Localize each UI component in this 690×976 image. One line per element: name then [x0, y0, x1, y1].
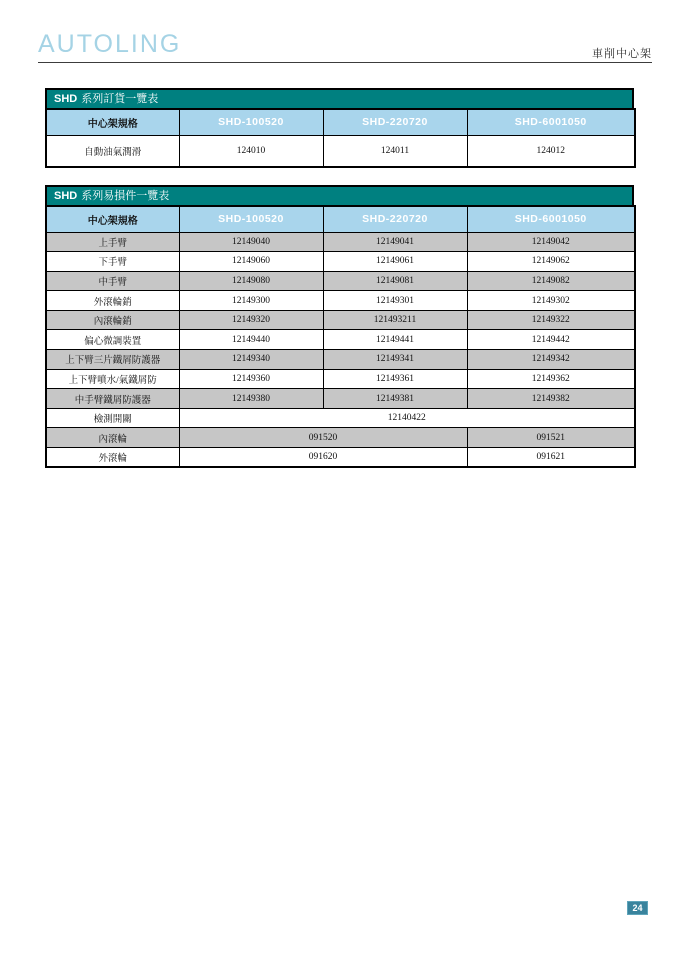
part-number-cell: 12149040 — [179, 232, 323, 252]
wear-parts-table-section — [45, 185, 634, 468]
row-label-cell: 外滾輪 — [46, 448, 179, 468]
table-row — [46, 389, 635, 409]
part-number-cell: 12149080 — [179, 271, 323, 291]
model-header-cell: SHD-6001050 — [467, 109, 635, 135]
part-number-cell: 12149442 — [467, 330, 635, 350]
model-header-cell: SHD-220720 — [323, 109, 467, 135]
part-number-cell: 091521 — [467, 428, 635, 448]
part-number-cell: 12149340 — [179, 350, 323, 370]
part-number-cell: 12149062 — [467, 252, 635, 272]
row-label-cell: 內滾輪銷 — [46, 310, 179, 330]
part-number-cell: 12149320 — [179, 310, 323, 330]
row-label-cell: 檢測開關 — [46, 408, 179, 428]
brand-logo: AUTOLING — [38, 30, 182, 58]
row-label-cell: 上手臂 — [46, 232, 179, 252]
part-number-cell: 12149042 — [467, 232, 635, 252]
order-table-title — [45, 88, 634, 108]
part-number-cell: 12149380 — [179, 389, 323, 409]
table-title-text: 系列易損件一覽表 — [81, 190, 170, 202]
table-row — [46, 369, 635, 389]
part-number-cell: 12149081 — [323, 271, 467, 291]
table-title-series: SHD — [54, 190, 78, 202]
header-divider — [38, 62, 652, 63]
model-header-cell: SHD-100520 — [179, 206, 323, 232]
table-title-text: 系列訂貨一覽表 — [81, 93, 159, 105]
table-row — [46, 448, 635, 468]
part-number-cell: 12149362 — [467, 369, 635, 389]
spec-header-cell: 中心架規格 — [46, 109, 179, 135]
table-header-row — [46, 206, 635, 232]
part-number-cell: 12149440 — [179, 330, 323, 350]
table-row — [46, 350, 635, 370]
part-number-cell: 12149341 — [323, 350, 467, 370]
order-table-section — [45, 88, 634, 168]
row-label-cell: 上下臂噴水/氣鐵屑防 — [46, 369, 179, 389]
part-number-cell: 12140422 — [179, 408, 635, 428]
model-header-cell: SHD-220720 — [323, 206, 467, 232]
part-number-cell: 12149301 — [323, 291, 467, 311]
row-label-cell: 上下臂三片鐵屑防護器 — [46, 350, 179, 370]
part-number-cell: 12149382 — [467, 389, 635, 409]
table-row — [46, 291, 635, 311]
part-number-cell: 091520 — [179, 428, 467, 448]
row-label-cell: 中手臂鐵屑防護器 — [46, 389, 179, 409]
row-label-cell: 偏心微調裝置 — [46, 330, 179, 350]
row-label-cell: 下手臂 — [46, 252, 179, 272]
part-number-cell: 121493211 — [323, 310, 467, 330]
part-number-cell: 12149041 — [323, 232, 467, 252]
table-row — [46, 428, 635, 448]
table-header-row — [46, 109, 635, 135]
table-row — [46, 408, 635, 428]
page-number-badge: 24 — [627, 901, 648, 915]
part-number-cell: 12149361 — [323, 369, 467, 389]
part-number-cell: 091620 — [179, 448, 467, 468]
table-row — [46, 232, 635, 252]
wear-parts-table-title — [45, 185, 634, 205]
part-number-cell: 12149300 — [179, 291, 323, 311]
table-row — [46, 252, 635, 272]
row-label-cell: 中手臂 — [46, 271, 179, 291]
model-header-cell: SHD-100520 — [179, 109, 323, 135]
wear-parts-table — [45, 205, 636, 468]
table-row — [46, 330, 635, 350]
part-number-cell: 124010 — [179, 135, 323, 167]
part-number-cell: 12149061 — [323, 252, 467, 272]
model-header-cell: SHD-6001050 — [467, 206, 635, 232]
part-number-cell: 124011 — [323, 135, 467, 167]
part-number-cell: 12149082 — [467, 271, 635, 291]
part-number-cell: 12149441 — [323, 330, 467, 350]
part-number-cell: 12149381 — [323, 389, 467, 409]
table-row — [46, 310, 635, 330]
row-label-cell: 內滾輪 — [46, 428, 179, 448]
part-number-cell: 124012 — [467, 135, 635, 167]
part-number-cell: 12149302 — [467, 291, 635, 311]
spec-header-cell: 中心架規格 — [46, 206, 179, 232]
table-title-series: SHD — [54, 93, 78, 105]
part-number-cell: 12149060 — [179, 252, 323, 272]
part-number-cell: 12149360 — [179, 369, 323, 389]
table-row — [46, 271, 635, 291]
row-label-cell: 外滾輪銷 — [46, 291, 179, 311]
part-number-cell: 12149322 — [467, 310, 635, 330]
part-number-cell: 091621 — [467, 448, 635, 468]
page-category-title: 車削中心架 — [592, 48, 652, 60]
table-row — [46, 135, 635, 167]
order-table — [45, 108, 636, 168]
part-number-cell: 12149342 — [467, 350, 635, 370]
row-label-cell: 自動油氣潤滑 — [46, 135, 179, 167]
